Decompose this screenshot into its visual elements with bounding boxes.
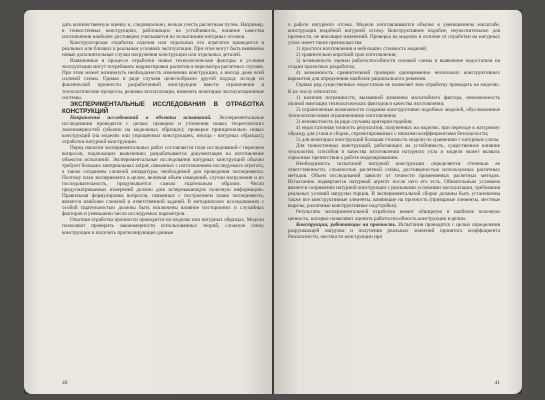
list-item: 3) неизвестность (в ряде случаев) критерия подобия;: [296, 118, 413, 125]
subsection-lead: Конструкции, работающие на прочность.: [296, 221, 397, 228]
list-item: 2) ограниченные возможности создания конструктивно подобных моделей, обусловленные технологическими ограничениями изготовления;: [288, 106, 500, 119]
list-item: 5) для некоторых конструкций большая стоимость модели по сравнению с натурным узлом.: [296, 136, 500, 143]
section-heading: ЭКСПЕРИМЕНТАЛЬНЫЕ ИССЛЕДОВАНИЯ В ОТРАБОТКА КОНСТРУКЦИЙ: [62, 100, 264, 115]
list-item: 2) сравнительно короткий срок изготовления;: [296, 52, 397, 59]
paragraph-text: Испытания проводятся с целью определения разрушающей нагрузки и получения реальных значений принятого коэффициента безопасности, жесткости конструкции при: [288, 221, 500, 240]
right-page-text: [288, 22, 500, 240]
paragraph: Необходимость испытаний натурной конструкции определяется степенью ее ответственности, сложностью расчетной схемы, достоверностью используемых расчетных методов. Объем исследований зависит от точности применяемых расчетных методов. Испытанию подвергается натурный агрегат после чего его есть. Обязательным условием является сопряжение натурной конструкции с реальными условиями эксплуатации, требования реальных условий нагрузки торцов. В экспериментальной сборке должны быть установлены также все конструктивные элементы, влияющие на прочность (приварные элементы, местные вырезы, различные конструктивные надстройки).: [288, 161, 500, 210]
paragraph: Перед началом экспериментальных работ составляется план исследований с перечнем вопросов, подлежащих выяснению; разрабатывается документация на изготовление объектов испытаний. Экспериментальные исследования натурных конструкций обычно требуют больших материальных затрат, связанных с изготовлением исследуемого агрегата, а также созданием сложной аппаратуры, необходимой для проведения эксперимента. Поэтому план эксперимента в целом, включая объем измерений, случаи нагружения и их последовательность, продумывается самым тщательным образом. Число предусматриваемых измерений должно дать исчерпывающую полезную информацию. Правильная формулировка вопросов, связанных с построением плана эксперимента, является наиболее сложной и ответственной задачей. В методических исследованиях с особой тщательностью должны быть исключены влияние посторонних и случайных факторов и уменьшено число исследуемых параметров.: [62, 144, 264, 218]
subsection-lead: Направление исследований и объекты испытаний.: [70, 114, 212, 121]
paragraph: Опытная отработка прочности проводится на моделях или натурных образцах. Модели позволяют проверить закономерности использованных теорий, сложную схему конструкции и получить прогнозирующие данные: [62, 217, 264, 236]
list-item: 4) возможность сравнительной проверки одновременно нескольких конструктивных вариантов для определения наиболее рационального решения.: [288, 70, 500, 83]
left-page: [24, 10, 272, 394]
paragraph: [288, 222, 500, 240]
paragraph: о работе натурного отсека. Модели изготавливаются обычно в уменьшенном масштабе, конструкция подобной натурной отсеку. Конструктивное подобие, неукоснительное для прочности, не вносящее изменений. Проверка на моделях в отличие от отработки на натурных узлах имеет такие преимущества:: [288, 22, 500, 47]
paragraph: [62, 115, 264, 145]
left-page-text: [62, 22, 264, 236]
paragraph: Выявленные в процессе отработки новые технологические факторы и условия эксплуатации могут потребовать корректировки расчетов и пересмотра расчетных случаев. При этом может возникнуть необходимость изменения конструкции, а иногда даже всей силовой схемы. Однако в ряде случаев целесообразно другой подход: исходя из фактической прочности разработанной конструкции ввести ограничения в технологические процессы, режимы эксплуатации, изменить некоторые эксплуатационные системы.: [62, 58, 264, 101]
right-page: [274, 10, 522, 394]
page-number: 41: [494, 380, 500, 386]
list-item: 1) простота изготовления и небольших стоимость моделей;: [296, 46, 428, 53]
paragraph: Конструкторская отработка изделия или отдельных его агрегатов проводится в реальных или близких к реальным условиях эксплуатации. При этом могут быть выявлены новые дополнительные случаи нагружения конструкции или отдельных деталей.: [62, 40, 264, 59]
page-number: 40: [62, 380, 68, 386]
list-item: 4) недостаточная точность результатов, полученных на моделях, при переходе к натурному образцу для узлов и сборок, спроектированных с низкими коэффициентами безопасности;: [288, 124, 500, 137]
list-item: 1) наличие погрешности, вызванной влиянием масштабного фактора, невозможность полной имитации технологических факторов и качества изготовления;: [288, 94, 500, 107]
paragraph-text: Экспериментальные исследования проводятся с целью: проверки и уточнения новых теоретических закономерностей (обычно на модельных образцах); проверки принципиально новых конструкций (на моделях или упрощенных конструкциях, иногда - натурных образцах); отработки натурной конструкции.: [62, 114, 264, 145]
paragraph: Однако ряд существенных недостатков не позволяет всю отработку проводить на моделях. К их числу относятся:: [288, 82, 500, 95]
paragraph: Результаты экспериментальной отработки имеют обширную и наиболее полезную ценность, которые позволяют оценить работоспособность конструкции в целом.: [288, 209, 500, 222]
paragraph: дать количественную оценку и, следовательно, нельзя учесть расчетным путем. Например, в тонкостенных конструкциях, работающих на устойчивость, влияние качества изготовления наиболее достоверно учитывается по испытаниям натурных отсеков.: [62, 22, 264, 41]
open-book: [24, 10, 522, 394]
list-item: 3) возможность оценки работоспособности силовой схемы и выявление недостатков на стадии проектных разработок;: [288, 58, 500, 71]
paragraph: Для тонкостенных конструкций, работающих на устойчивость, существенное влияние технологии, способов и качества изготовления натурного узла и модели может вызвать серьезные препятствия к работе моделированием.: [288, 142, 500, 162]
